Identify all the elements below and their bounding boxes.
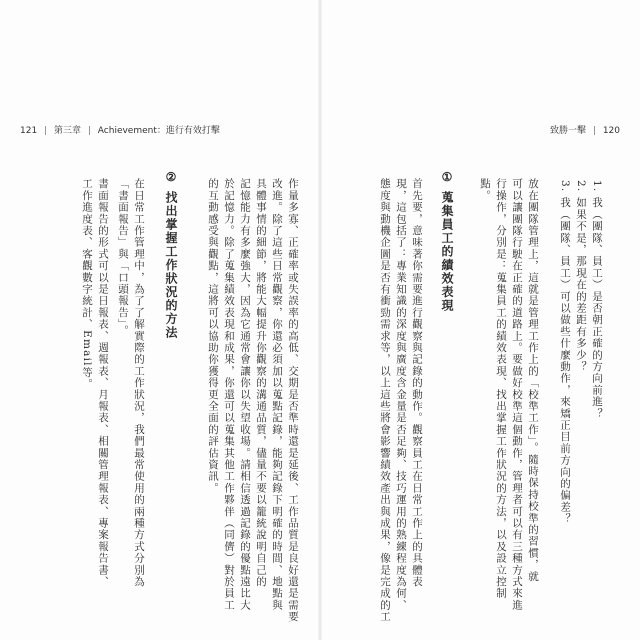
book-gutter [318,0,322,640]
left-paragraph-line: 改進。除了這些日常觀察，你還必須加以蒐點記錄，能夠記錄下明確的時間、地點與 [271,178,283,611]
header-separator: | [44,126,48,136]
left-paragraph-line: 具體事情的細節，將能大幅提升你觀察的溝通品質，儘量不要以籠統說明自己的 [255,178,267,588]
question-3: 3. 我（團隊、員工）可以做些什麼動作，來矯正目前方向的偏差？ [559,180,571,525]
question-2: 2. 如果不是，那現在的差距有多少？ [575,180,587,373]
section2-line: 工作進度表、客觀數字統計、Email等。 [81,178,93,391]
paragraph-line: 可以讓團隊行駛在正確的道路上。要做好校準這個動作，管理者可以有三種方式來進 [511,178,523,611]
left-paragraph-line: 於記憶力。除了蒐集績效表現和成果，你還可以蒐集其他工作夥伴（同儕）對於員工 [223,178,235,611]
left-running-header [20,124,220,138]
paragraph-line: 點。 [479,178,491,202]
left-paragraph-line: 作量多寡、正確率或失誤率的高低、交期是否準時還是延後、工作品質是良好還是需要 [287,178,299,623]
question-1: 1. 我（團隊、員工）是否朝正確的方向前進？ [591,180,603,420]
section2-line: 在日常工作管理中，為了了解實際的工作狀況，我們最常使用的兩種方式分別為 [133,178,145,588]
section-title-work-status: ② 找出掌握工作狀況的方法 [164,170,178,340]
left-chapter-label: 第三章 [53,126,81,136]
paragraph-line: 行操作，分別是：蒐集員工的績效表現、找出掌握工作狀況的方法，以及設立控制 [495,178,507,600]
right-running-header [550,124,620,138]
section1-line: 現，這包括了：專業知識的深度與廣度含金量是否足夠、技巧運用的熟練程度為何、 [395,178,407,611]
book-title: 致勝一擊 [550,126,587,136]
left-paragraph-line: 的互動感受與觀點，這將可以協助你獲得更全面的評估資訊。 [207,178,219,494]
paragraph-line: 放在團隊管理上，這就是管理工作上的「校準工作」。隨時保持校準的習慣，就 [527,178,539,583]
left-paragraph-line: 記憶能力有多麼強大，因為它通常會讓你以失望收場。請相信透過記錄的優點遠比大 [239,178,251,611]
left-page-number: 121 [20,126,38,136]
left-chapter-title: Achievement：進行有效打擊 [97,126,220,136]
header-separator: | [592,126,596,136]
header-separator: | [87,126,91,136]
section1-line: 首先要，意味著你需要進行觀察與記錄的動作。觀察員工在日常工作上的具體表 [411,178,423,588]
right-page-number: 120 [602,126,620,136]
section2-line: 「書面報告」與「口頭報告」。 [117,178,129,337]
section1-line: 態度與動機企圖是否有衝勁需求等，以上這些將會影響績效產出與成果，像是完成的工 [379,178,391,623]
section-title-collect-performance: ① 蒐集員工的績效表現 [440,170,454,313]
section2-line: 書面報告的形式可以是日報表、週報表、月報表、相關管理報表、專案報告書、 [97,178,109,588]
